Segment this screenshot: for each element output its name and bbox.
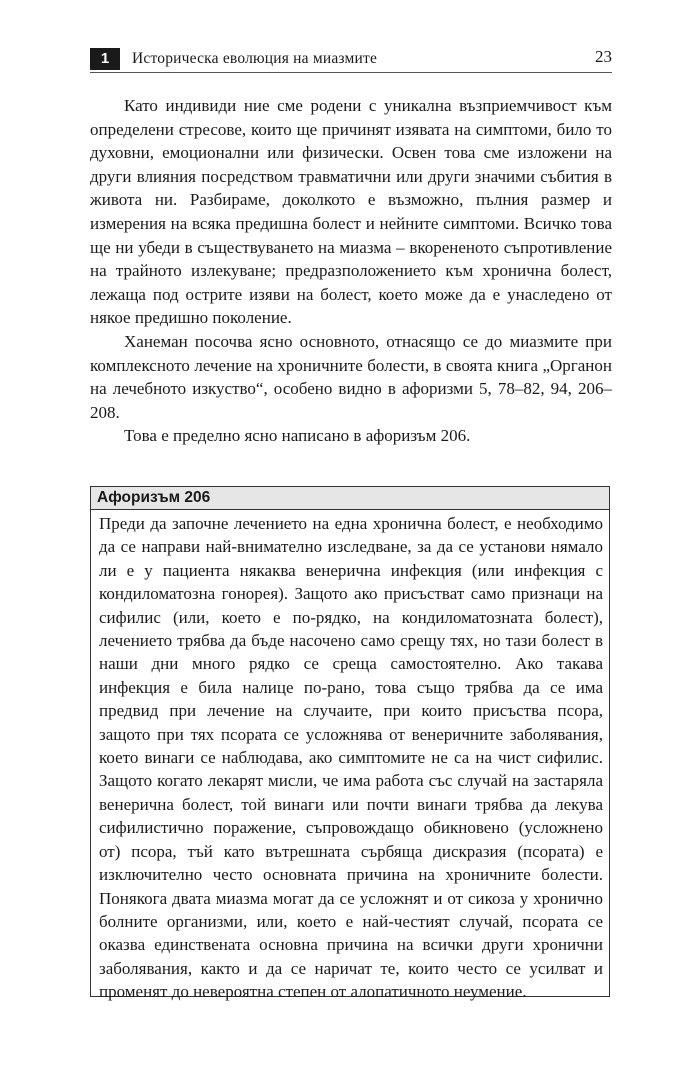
aphorism-text: Преди да започне лечението на една хронична болест, е необходимо да се направи най-внимателно изследване, за да се установи нямало ли е у пациента някаква венерична инфекция (или инфекция с кондиломатозна гонорея). Защото ако присъстват само признаци на сифилис (или, което е по-рядко, на кондиломатозната болест), лечението трябва да бъде насочено само срещу тях, но тази болест в наши дни много рядко се среща самостоятелно. Ако такава инфекция е била налице по-рано, това също трябва да се има предвид при лечение на случаите, при които присъства псора, защото при тях псората се усложнява от венеричните заболявания, което винаги се наблюдава, ако симптомите не са на чист сифилис. Защото когато лекарят мисли, че има работа със случай на застаряла венерична болест, той винаги или почти винаги трябва да лекува сифилистично поражение, съпровождащо обикновено (усложнено от) псора, тъй като вътрешната сърбяща дискразия (псората) е изключително често основната причина на хроничните болести. Понякога двата миазма могат да се усложнят и от сикоза у хронично болните организми, или, което е най-честият случай, псората се оказва единствената основна причина на всички други хронични заболявания, както и да се наричат те, които често се усилват и променят до невероятна степен от алопатичното неумение.	[99, 514, 603, 1002]
aphorism-title: Афоризъм 206	[91, 487, 609, 510]
running-header	[90, 44, 612, 73]
paragraph: Ханеман посочва ясно основното, отнасящо се до миазмите при комплексното лечение на хроничните болести, в своята книга „Органон на лечебното изкуство“, особено видно в афоризми 5, 78–82, 94, 206–208.	[90, 331, 612, 422]
chapter-number-badge: 1	[90, 48, 120, 70]
body-text	[90, 94, 612, 448]
chapter-title: Историческа еволюция на миазмите	[132, 50, 378, 67]
paragraph: Като индивиди ние сме родени с уникална възприемчивост към определени стресове, които ще причинят изявата на симптоми, било то духовни, емоционални или физически. Освен това сме изложени на други влияния посредством травматични или други значими събития в живота ни. Разбираме, доколкото е възможно, пълния размер и измерения на всяка предишна болест и нейните симптоми. Всичко това ще ни убеди в съществуването на миазма – вкорененото съпротивление на трайното излекуване; предразположението към хронична болест, лежаща под острите изяви на болест, което може да е унаследено от някое предишно поколение.	[90, 96, 612, 328]
aphorism-box	[90, 486, 610, 1002]
paragraph: Това е пределно ясно написано в афоризъм 206.	[124, 426, 471, 446]
page-number: 23	[595, 47, 612, 66]
